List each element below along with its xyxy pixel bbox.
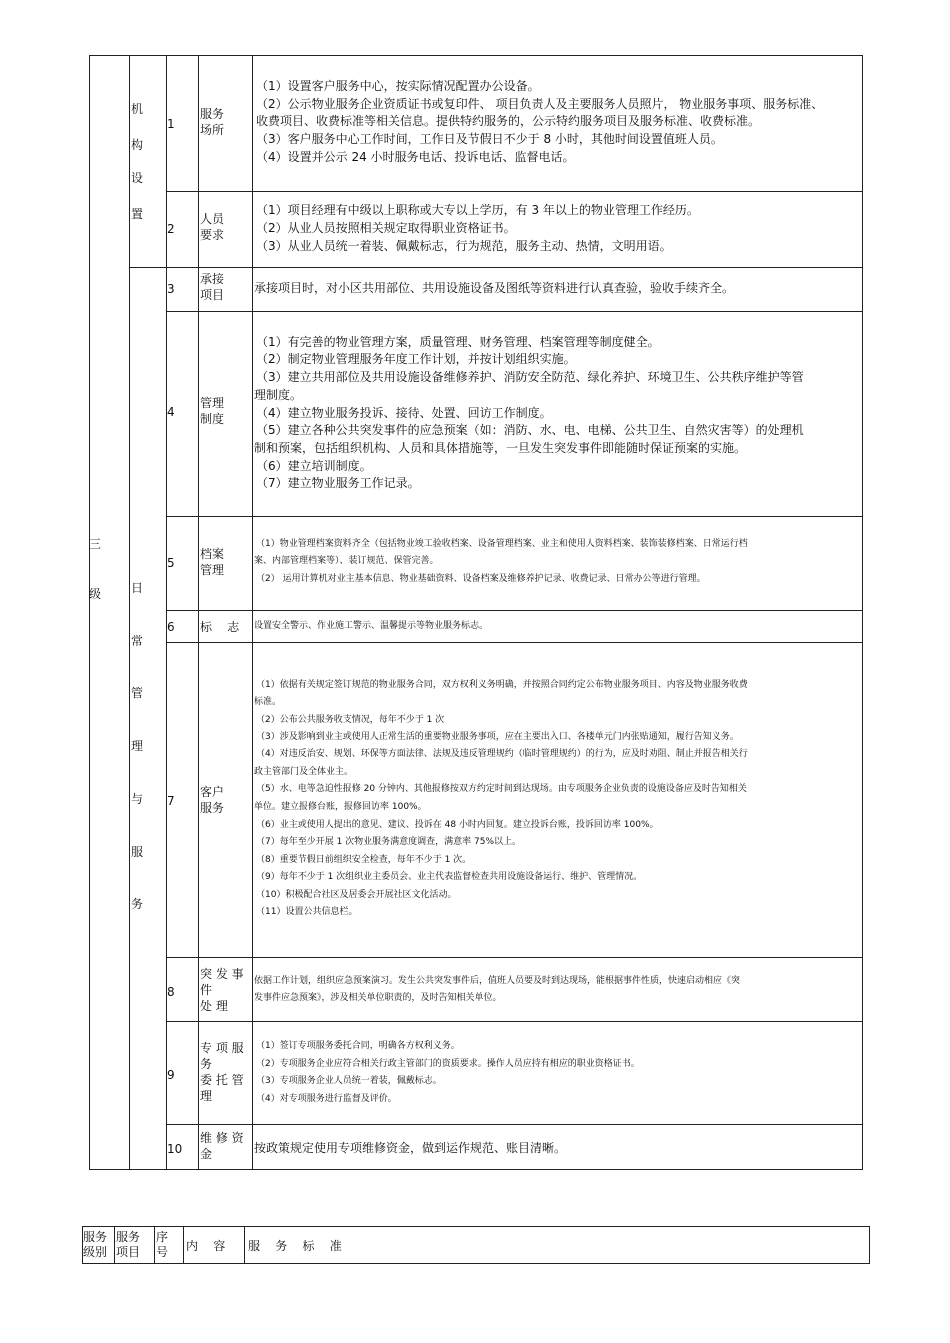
row-1-line: （3）客户服务中心工作时间，工作日及节假日不少于 8 小时，其他时间设置值班人员。 <box>256 132 723 146</box>
level-column <box>89 55 130 1170</box>
footer-serial: 序 号 <box>156 1230 169 1259</box>
group-b-char-1: 日 <box>131 581 144 595</box>
row-1-line: （4）设置并公示 24 小时服务电话、投诉电话、监督电话。 <box>256 150 575 164</box>
footer-service-item: 服务 项目 <box>116 1230 141 1259</box>
row-7-line: （4）对违反治安、规划、环保等方面法律、法规及违反管理规约（临时管理规约）的行为，应及时劝阻、制止并报告相关行 <box>256 749 748 759</box>
footer-content: 内 容 <box>186 1239 226 1253</box>
row-7-line: （11）设置公共信息栏。 <box>256 907 358 917</box>
group-a-cell <box>129 55 167 268</box>
row-1-line: （2）公示物业服务企业资质证书或复印件、 项目负责人及主要服务人员照片， 物业服务事项、服务标准、 <box>256 97 824 111</box>
row-9-label: 专 项 服 务 委 托 管 理 <box>200 1041 244 1103</box>
row-9-line: （1）签订专项服务委托合同，明确各方权利义务。 <box>256 1041 460 1051</box>
level-char-2: 级 <box>89 587 102 601</box>
row-7-line: （6）业主或使用人提出的意见、建议、投诉在 48 小时内回复。建立投诉台账，投诉回访率 100%。 <box>256 820 659 830</box>
row-8-line: 发事件应急预案》，涉及相关单位职责的，及时告知相关单位。 <box>254 993 502 1003</box>
row-3-num: 3 <box>167 282 175 296</box>
group-b-char-3: 管 <box>131 686 144 700</box>
row-10-num: 10 <box>167 1142 183 1156</box>
row-4-line: 理制度。 <box>254 388 303 402</box>
row-7-line: （7）每年至少开展 1 次物业服务满意度调查，满意率 75%以上。 <box>256 837 522 847</box>
row-10-line: 按政策规定使用专项维修资金，做到运作规范、账目清晰。 <box>254 1141 567 1155</box>
group-b-char-6: 服 <box>131 845 144 859</box>
row-6-num: 6 <box>167 620 175 634</box>
row-7-line: 政主管部门及全体业主。 <box>254 767 354 777</box>
group-a-char-1: 机 <box>131 102 144 116</box>
row-5-line: （2） 运用计算机对业主基本信息、物业基础资料、设备档案及维修养护记录、收费记录、日常办公等进行管理。 <box>256 574 706 584</box>
row-1-label: 服务 场所 <box>200 107 225 137</box>
row-2-line: （2）从业人员按照相关规定取得职业资格证书。 <box>256 221 516 235</box>
group-a-char-4: 置 <box>131 207 144 221</box>
row-1-line: 收费项目、收费标准等相关信息。提供特约服务的，公示特约服务项目及服务标准、收费标准。 <box>256 114 761 128</box>
row-4-num: 4 <box>167 405 175 419</box>
row-7-line: （2）公布公共服务收支情况，每年不少于 1 次 <box>256 715 445 725</box>
row-8-label: 突 发 事 件 处 理 <box>200 967 244 1013</box>
row-3-line: 承接项目时，对小区共用部位、共用设施设备及图纸等资料进行认真查验，验收手续齐全。 <box>254 281 735 295</box>
row-1-line: （1）设置客户服务中心，按实际情况配置办公设备。 <box>256 79 540 93</box>
row-7-line: （3）涉及影响到业主或使用人正常生活的重要物业服务事项，应在主要出入口、各楼单元门内张贴通知，履行告知义务。 <box>256 732 739 742</box>
row-9-line: （4）对专项服务进行监督及评价。 <box>256 1094 397 1104</box>
group-b-char-2: 常 <box>131 634 144 648</box>
row-9-line: （2）专项服务企业应符合相关行政主管部门的资质要求。操作人员应持有相应的职业资格证书。 <box>256 1059 640 1069</box>
level-char-1: 三 <box>89 537 102 551</box>
row-7-line: （9）每年不少于 1 次组织业主委员会、业主代表监督检查共用设施设备运行、维护、管理情况。 <box>256 872 643 882</box>
row-7-num: 7 <box>167 794 175 808</box>
row-8-line: 依据工作计划，组织应急预案演习。发生公共突发事件后，值班人员要及时到达现场，能根据事件性质，快速启动相应《突 <box>254 976 741 986</box>
row-4-label: 管理 制度 <box>200 396 225 426</box>
row-10-label: 维 修 资 金 <box>200 1131 244 1161</box>
row-4-line: （6）建立培训制度。 <box>256 459 372 473</box>
row-9-num: 9 <box>167 1068 175 1082</box>
row-8-num: 8 <box>167 985 175 999</box>
row-6-line: 设置安全警示、作业施工警示、温馨提示等物业服务标志。 <box>254 621 489 631</box>
row-2-line: （1）项目经理有中级以上职称或大专以上学历，有 3 年以上的物业管理工作经历。 <box>256 203 699 217</box>
row-6-label: 标 志 <box>200 620 240 634</box>
row-5-label: 档案 管理 <box>200 547 225 577</box>
row-7-line: （5）水、电等急迫性报修 20 分钟内、其他报修按双方约定时间到达现场。由专项服务企业负责的设施设备应及时告知相关 <box>256 784 747 794</box>
row-1-num: 1 <box>167 117 175 131</box>
group-b-char-7: 务 <box>131 897 144 911</box>
row-7-line: 标准。 <box>254 697 282 707</box>
row-4-line: （1）有完善的物业管理方案，质量管理、财务管理、档案管理等制度健全。 <box>256 335 660 349</box>
row-2-line: （3）从业人员统一着装、佩戴标志，行为规范，服务主动、热情，文明用语。 <box>256 239 672 253</box>
row-4-line: （4）建立物业服务投诉、接待、处置、回访工作制度。 <box>256 406 552 420</box>
footer-service-level: 服务 级别 <box>83 1230 108 1259</box>
row-5-num: 5 <box>167 556 175 570</box>
footer-standard: 服 务 标 准 <box>248 1239 342 1253</box>
row-4-line: （7）建立物业服务工作记录。 <box>256 476 420 490</box>
row-4-line: （3）建立共用部位及共用设施设备维修养护、消防安全防范、绿化养护、环境卫生、公共秩序维护等管 <box>256 370 804 384</box>
row-4-line: （5）建立各种公共突发事件的应急预案（如：消防、水、电、电梯、公共卫生、自然灾害等）的处理机 <box>256 423 804 437</box>
row-7-line: （1）依据有关规定签订规范的物业服务合同，双方权利义务明确，并按照合同约定公布物业服务项目、内容及物业服务收费 <box>256 680 748 690</box>
row-7-line: （10）积极配合社区及居委会开展社区文化活动。 <box>256 890 457 900</box>
row-5-line: （1）物业管理档案资料齐全（包括物业竣工验收档案、设备管理档案、业主和使用人资料档案、装饰装修档案、日常运行档 <box>256 539 748 549</box>
group-a-char-2: 构 <box>131 138 144 152</box>
row-2-label: 人员 要求 <box>200 212 225 242</box>
row-3-label: 承接 项目 <box>200 272 225 302</box>
row-7-line: 单位。建立报修台账，报修回访率 100%。 <box>254 802 427 812</box>
row-7-line: （8）重要节假日前组织安全检查，每年不少于 1 次。 <box>256 855 472 865</box>
row-5-line: 案、内部管理档案等）、装订规范、保管完善。 <box>254 556 439 566</box>
row-4-line: （2）制定物业管理服务年度工作计划，并按计划组织实施。 <box>256 352 576 366</box>
row-2-num: 2 <box>167 222 175 236</box>
row-4-line: 制和预案，包括组织机构、人员和具体措施等，一旦发生突发事件即能随时保证预案的实施。 <box>254 441 747 455</box>
group-b-char-5: 与 <box>131 792 144 806</box>
row-7-label: 客户 服务 <box>200 785 225 815</box>
row-9-line: （3）专项服务企业人员统一着装，佩戴标志。 <box>256 1076 442 1086</box>
group-b-char-4: 理 <box>131 739 144 753</box>
group-a-char-3: 设 <box>131 171 144 185</box>
group-b-cell <box>129 267 167 1170</box>
